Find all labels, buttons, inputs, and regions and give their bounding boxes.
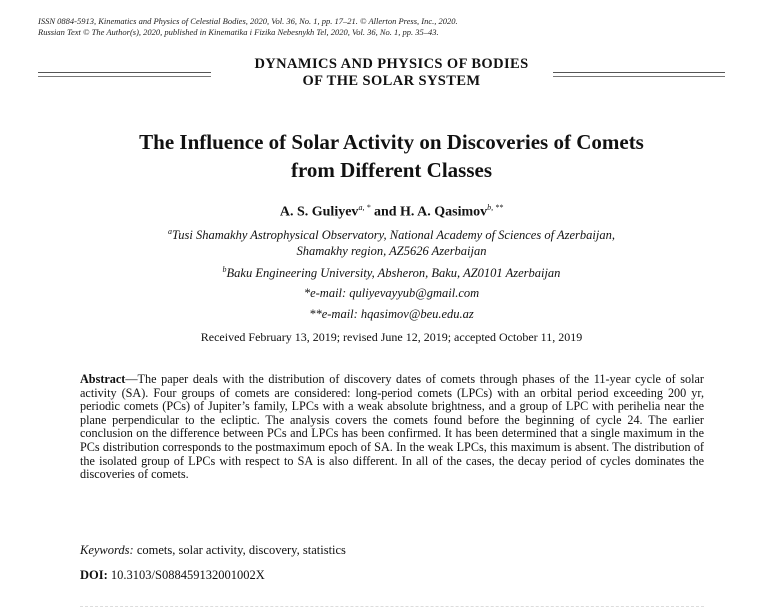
doi-text: 10.3103/S088459132001002X bbox=[107, 568, 265, 582]
email-1: *e-mail: quliyevayyub@gmail.com bbox=[303, 286, 480, 300]
affiliation-b-mark: b bbox=[222, 265, 227, 274]
keywords bbox=[80, 542, 704, 558]
affiliation-a bbox=[0, 224, 783, 259]
affiliation-a-line2: Shamakhy region, AZ5626 Azerbaijan bbox=[296, 244, 487, 259]
journal-header-line1: ISSN 0884-5913, Kinematics and Physics of Celestial Bodies, 2020, Vol. 36, No. 1, pp. 17–21. © Allerton Press, Inc., 2020. bbox=[38, 16, 458, 26]
affiliation-a-line1: Tusi Shamakhy Astrophysical Observatory, National Academy of Sciences of Azerbaijan, bbox=[172, 228, 615, 243]
paper-title-line2: from Different Classes bbox=[290, 158, 492, 182]
author-line bbox=[0, 199, 783, 222]
email-2: **e-mail: hqasimov@beu.edu.az bbox=[309, 307, 474, 321]
journal-header bbox=[38, 16, 658, 38]
section-heading-line1: DYNAMICS AND PHYSICS OF BODIES bbox=[254, 56, 529, 72]
received-dates: Received February 13, 2019; revised June 12, 2019; accepted October 11, 2019 bbox=[200, 330, 583, 344]
author-2: H. A. Qasimov bbox=[400, 204, 488, 220]
paper-title-line1: The Influence of Solar Activity on Discoveries of Comets bbox=[139, 130, 644, 154]
author-1-mark: a, * bbox=[358, 203, 371, 212]
abstract-label: Abstract bbox=[80, 372, 126, 386]
author-1: A. S. Guliyev bbox=[279, 204, 359, 220]
affiliation-b-line1: Baku Engineering University, Absheron, Baku, AZ0101 Azerbaijan bbox=[226, 266, 561, 281]
doi-label: DOI: bbox=[80, 568, 108, 582]
section-heading-line2: OF THE SOLAR SYSTEM bbox=[302, 73, 481, 89]
doi bbox=[80, 567, 704, 583]
author-connector: and bbox=[373, 204, 397, 220]
abstract bbox=[80, 373, 704, 482]
affiliation-a-mark: a bbox=[168, 227, 173, 236]
journal-header-line2: Russian Text © The Author(s), 2020, published in Kinematika i Fizika Nebesnykh Tel, 2020, Vol. 36, No. 1, pp. 35–43. bbox=[38, 27, 439, 37]
affiliation-b bbox=[0, 262, 783, 281]
abstract-text: —The paper deals with the distribution of discovery dates of comets through phases of the 11-year cycle of solar activity (SA). Four groups of comets are considered: long-period comets (LPCs) with an orbital period exceeding 200 yr, periodic comets (PCs) of Jupiter’s family, LPCs with a weak absolute brightness, and a group of LPC with perihelia near the plane perpendicular to the ecliptic. The analysis covers the comets found before the beginning of cycle 24. The earlier conclusion on the difference between PCs and LPCs has been confirmed. It has been determined that a single maximum in the PCs distribution corresponds to the postmaximum epoch of SA. In the weak LPCs, this maximum is absent. The distribution of the isolated group of LPCs with respect to SA is also different. In all of the cases, the decay period of cycles dominates the discoveries of comets. bbox=[80, 372, 704, 482]
page-bottom-divider bbox=[80, 606, 704, 607]
author-2-mark: b, ** bbox=[487, 203, 504, 212]
keywords-text: comets, solar activity, discovery, statistics bbox=[133, 543, 346, 557]
section-heading bbox=[0, 56, 783, 90]
paper-title bbox=[40, 128, 743, 184]
keywords-label: Keywords: bbox=[80, 543, 134, 557]
